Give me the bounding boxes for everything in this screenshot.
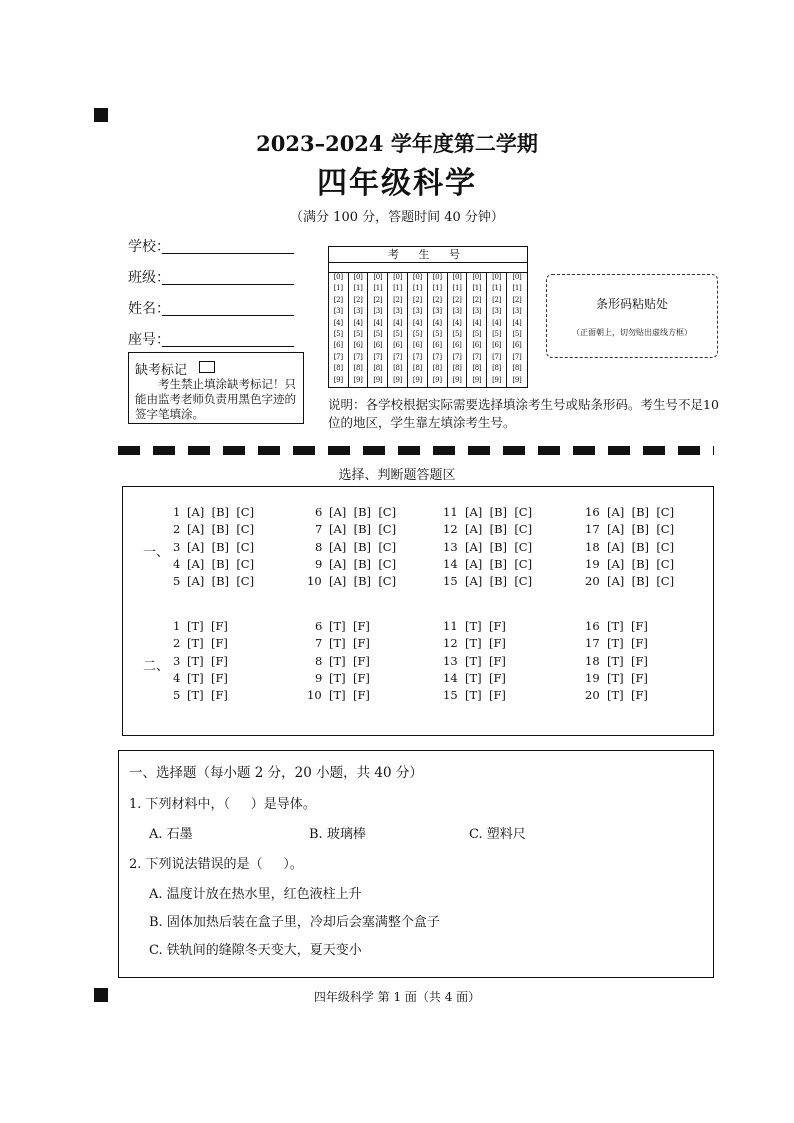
student-id-bubble[interactable]: [8] [432,364,442,373]
student-id-column [487,272,507,388]
section-title: 一、选择题（每小题 2 分，20 小题，共 40 分） [129,765,423,781]
tf-question-number: 7 [315,636,323,651]
student-id-grid [328,246,528,388]
student-id-bubble[interactable]: [9] [512,375,522,384]
student-id-column [408,272,428,388]
class-field[interactable] [128,267,170,287]
tf-answer-bubbles[interactable]: [T] [F] [607,670,648,685]
student-id-column [428,272,448,388]
student-id-bubble[interactable]: [3] [452,307,462,316]
year-term-title: 2023–2024 学年度第二学期 [256,131,538,156]
tf-answer-bubbles[interactable]: [T] [F] [187,653,228,668]
student-id-bubble[interactable]: [8] [492,364,502,373]
tf-answer-bubbles[interactable]: [T] [F] [187,670,228,685]
student-id-bubble[interactable]: [6] [353,341,363,350]
tf-question-number: 3 [173,653,181,668]
student-id-bubble[interactable]: [9] [393,375,403,384]
student-id-bubble[interactable]: [1] [492,284,502,293]
tf-question-number: 1 [173,619,181,633]
student-id-bubble[interactable]: [0] [393,273,403,281]
choice-question-number: 15 [443,574,458,589]
student-id-column [349,272,369,388]
choice-answer-bubbles[interactable]: [A] [B] [C] [329,574,397,589]
section-two-label: 二、 [143,659,170,674]
tf-question-number: 11 [443,619,458,633]
q2-option-c: C. 铁轨间的缝隙冬天变大，夏天变小 [149,943,362,958]
student-id-bubble[interactable]: [7] [452,352,462,361]
q1-stem: 1. 下列材料中，（ ）是导体。 [129,797,316,812]
student-id-bubble[interactable]: [2] [432,295,442,304]
subject-title: 四年级科学 [317,166,477,201]
student-id-bubble[interactable]: [0] [432,273,442,281]
tf-question-number: 17 [585,636,600,651]
choice-answer-bubbles[interactable]: [A] [B] [C] [465,522,533,537]
answer-zone-box [122,486,714,736]
student-id-bubble[interactable]: [7] [492,352,502,361]
student-id-bubble[interactable]: [9] [373,375,383,384]
barcode-note: （正面朝上，切勿贴出虚线方框） [572,328,692,337]
student-id-bubble[interactable]: [0] [412,273,422,281]
student-id-bubble[interactable]: [9] [452,375,462,384]
student-id-bubble[interactable]: [7] [353,352,363,361]
choice-question-number: 12 [443,522,458,537]
student-id-bubble[interactable]: [2] [512,295,522,304]
q2-option-a: A. 温度计放在热水里，红色液柱上升 [149,887,362,902]
student-id-bubble[interactable]: [3] [393,307,403,316]
tf-answer-bubbles[interactable]: [T] [F] [329,619,370,633]
student-id-bubble[interactable]: [5] [512,330,522,339]
student-id-bubble[interactable]: [5] [432,330,442,339]
student-id-bubble[interactable]: [4] [353,318,363,327]
student-id-bubble[interactable]: [4] [492,318,502,327]
student-id-bubble[interactable]: [1] [432,284,442,293]
q1-option-c: C. 塑料尺 [469,827,526,842]
tf-answer-bubbles[interactable]: [T] [F] [187,636,228,651]
tf-question-number: 5 [173,688,181,703]
student-id-bubble[interactable]: [4] [512,318,522,327]
corner-mark-top [94,108,108,122]
choice-question-number: 2 [173,522,181,537]
student-id-bubble[interactable]: [2] [472,295,482,304]
absent-note: 考生禁止填涂缺考标记！只能由监考老师负责用黑色字迹的签字笔填涂。 [135,377,296,421]
choice-question-number: 16 [585,505,600,519]
student-id-column [507,272,527,388]
student-id-column [388,272,408,388]
tf-answer-bubbles[interactable]: [T] [F] [607,653,648,668]
explanation-text: 说明：各学校根据实际需要选择填涂考生号或贴条形码。考生号不足10位的地区，学生靠左填涂考生号。 [328,397,719,430]
student-id-bubble[interactable]: [3] [472,307,482,316]
student-id-bubble[interactable]: [6] [492,341,502,350]
choice-question-number: 6 [315,505,323,519]
choice-answer-bubbles[interactable]: [A] [B] [C] [187,556,255,571]
student-id-bubble[interactable]: [3] [333,307,343,316]
tf-question-number: 10 [307,688,322,703]
name-label: 姓名： [128,301,170,317]
student-id-bubble[interactable]: [5] [373,330,383,339]
student-id-bubble[interactable]: [0] [492,273,502,281]
student-id-title: 考 生 号 [329,247,527,263]
student-id-bubble[interactable]: [5] [452,330,462,339]
choice-answer-bubbles[interactable]: [A] [B] [C] [329,539,397,554]
tf-question-number: 15 [443,688,458,703]
student-id-bubble[interactable]: [8] [412,364,422,373]
choice-answer-bubbles[interactable]: [A] [B] [C] [465,505,533,519]
tf-question-number: 20 [585,688,600,703]
student-id-bubble[interactable]: [9] [492,375,502,384]
school-field[interactable] [128,236,170,256]
student-id-bubble[interactable]: [7] [373,352,383,361]
student-id-bubble[interactable]: [8] [472,364,482,373]
student-id-bubble[interactable]: [4] [472,318,482,327]
student-id-bubble[interactable]: [9] [333,375,343,384]
choice-answer-bubbles[interactable]: [A] [B] [C] [187,522,255,537]
dashed-separator [118,446,714,455]
student-id-bubble[interactable]: [2] [492,295,502,304]
choice-question-number: 7 [315,522,323,537]
student-id-bubble[interactable]: [0] [512,273,522,281]
choice-answer-bubbles[interactable]: [A] [B] [C] [187,539,255,554]
tf-question-number: 14 [443,670,458,685]
student-id-bubble[interactable]: [3] [373,307,383,316]
tf-question-number: 9 [315,670,323,685]
questions-box [118,750,714,978]
choice-question-number: 5 [173,574,181,589]
tf-answer-bubbles[interactable]: [T] [F] [607,688,648,703]
student-id-bubble[interactable]: [4] [373,318,383,327]
tf-question-number: 8 [315,653,323,668]
student-id-bubble[interactable]: [1] [333,284,343,293]
tf-question-number: 12 [443,636,458,651]
student-id-bubble[interactable]: [1] [472,284,482,293]
tf-answer-bubbles[interactable]: [T] [F] [465,636,506,651]
choice-answer-bubbles[interactable]: [A] [B] [C] [329,556,397,571]
student-id-bubble[interactable]: [1] [412,284,422,293]
student-id-bubble[interactable]: [7] [333,352,343,361]
absent-title: 缺考标记 [135,363,188,378]
choice-question-number: 8 [315,539,323,554]
choice-answer-bubbles[interactable]: [A] [B] [C] [465,574,533,589]
seat-field[interactable] [128,329,170,349]
student-id-column [329,272,349,388]
tf-question-number: 19 [585,670,600,685]
student-id-column [448,272,468,388]
tf-answer-bubbles[interactable]: [T] [F] [465,688,506,703]
barcode-label: 条形码粘贴处 [595,297,668,311]
student-id-bubble[interactable]: [4] [333,318,343,327]
choice-question-number: 17 [585,522,600,537]
student-id-bubble[interactable]: [1] [512,284,522,293]
barcode-area [546,274,718,358]
tf-question-number: 6 [315,619,323,633]
q2-option-b: B. 固体加热后装在盒子里，冷却后会塞满整个盒子 [149,915,440,930]
student-id-bubble[interactable]: [6] [373,341,383,350]
student-id-bubble[interactable]: [1] [452,284,462,293]
choice-question-number: 11 [443,505,458,519]
choice-question-number: 14 [443,556,458,571]
exam-info: （满分 100 分，答题时间 40 分钟） [290,210,504,225]
section-one-label: 一、 [143,545,170,560]
choice-question-number: 13 [443,539,458,554]
student-id-bubble[interactable]: [0] [353,273,363,281]
student-id-bubble[interactable]: [2] [452,295,462,304]
student-id-bubble[interactable]: [5] [393,330,403,339]
q1-option-a: A. 石墨 [149,827,193,842]
choice-answer-bubbles[interactable]: [A] [B] [C] [607,539,675,554]
absent-checkbox[interactable] [199,361,215,373]
choice-answer-bubbles[interactable]: [A] [B] [C] [187,574,255,589]
student-id-bubble[interactable]: [6] [452,341,462,350]
tf-answer-bubbles[interactable]: [T] [F] [607,619,648,633]
choice-answer-bubbles[interactable]: [A] [B] [C] [329,522,397,537]
choice-answer-bubbles[interactable]: [A] [B] [C] [607,556,675,571]
tf-answer-bubbles[interactable]: [T] [F] [607,636,648,651]
student-id-bubble[interactable]: [3] [512,307,522,316]
tf-question-number: 4 [173,670,181,685]
student-id-bubble[interactable]: [8] [512,364,522,373]
student-id-bubble[interactable]: [3] [353,307,363,316]
student-id-bubble[interactable]: [1] [373,284,383,293]
choice-answer-bubbles[interactable]: [A] [B] [C] [465,556,533,571]
student-id-bubble[interactable]: [6] [412,341,422,350]
page-footer: 四年级科学 第 1 面（共 4 面） [313,990,481,1004]
student-id-bubble[interactable]: [7] [512,352,522,361]
student-id-bubble[interactable]: [6] [333,341,343,350]
q2-stem: 2. 下列说法错误的是（ ）。 [129,857,303,872]
tf-question-number: 2 [173,636,181,651]
student-id-bubble[interactable]: [6] [512,341,522,350]
choice-answer-bubbles[interactable]: [A] [B] [C] [465,539,533,554]
choice-answer-bubbles[interactable]: [A] [B] [C] [607,574,675,589]
student-id-bubble[interactable]: [8] [393,364,403,373]
student-id-bubble[interactable]: [4] [452,318,462,327]
student-id-bubble[interactable]: [1] [353,284,363,293]
answer-zone-title: 选择、判断题答题区 [338,468,456,483]
student-id-bubble[interactable]: [2] [412,295,422,304]
choice-question-number: 4 [173,556,181,571]
student-id-bubble[interactable]: [0] [373,273,383,281]
student-id-bubble[interactable]: [5] [492,330,502,339]
student-id-bubble[interactable]: [8] [452,364,462,373]
choice-answer-bubbles[interactable]: [A] [B] [C] [187,505,255,519]
student-id-bubble[interactable]: [5] [353,330,363,339]
tf-question-number: 13 [443,653,458,668]
choice-answer-bubbles[interactable]: [A] [B] [C] [607,505,675,519]
choice-question-number: 1 [173,505,181,519]
student-id-bubble[interactable]: [3] [492,307,502,316]
student-id-column [468,272,488,388]
student-id-bubble[interactable]: [4] [393,318,403,327]
choice-question-number: 19 [585,556,600,571]
student-id-bubble[interactable]: [9] [353,375,363,384]
student-id-bubble[interactable]: [6] [432,341,442,350]
tf-answer-bubbles[interactable]: [T] [F] [465,670,506,685]
student-id-bubble[interactable]: [9] [472,375,482,384]
class-label: 班级： [128,270,170,286]
student-id-bubble[interactable]: [7] [412,352,422,361]
student-id-bubble[interactable]: [8] [353,364,363,373]
q1-option-b: B. 玻璃棒 [309,827,366,842]
student-id-bubble[interactable]: [9] [432,375,442,384]
tf-answer-bubbles[interactable]: [T] [F] [465,653,506,668]
student-id-bubble[interactable]: [5] [412,330,422,339]
student-id-bubble[interactable]: [3] [412,307,422,316]
student-id-bubble[interactable]: [3] [432,307,442,316]
name-field[interactable] [128,298,170,318]
tf-answer-bubbles[interactable]: [T] [F] [187,619,228,633]
choice-question-number: 10 [307,574,322,589]
student-id-bubble[interactable]: [4] [412,318,422,327]
student-id-bubble[interactable]: [2] [393,295,403,304]
tf-question-number: 16 [585,619,600,633]
school-label: 学校： [128,239,170,255]
seat-label: 座号： [128,332,170,348]
student-id-column [369,272,389,388]
student-id-bubble[interactable]: [7] [432,352,442,361]
student-id-bubble[interactable]: [6] [393,341,403,350]
tf-answer-bubbles[interactable]: [T] [F] [329,653,370,668]
student-id-bubble[interactable]: [7] [393,352,403,361]
tf-answer-bubbles[interactable]: [T] [F] [465,619,506,633]
absent-mark-box [128,352,304,424]
student-id-bubble[interactable]: [2] [333,295,343,304]
student-id-bubble[interactable]: [2] [353,295,363,304]
choice-question-number: 9 [315,556,323,571]
student-id-bubble[interactable]: [1] [393,284,403,293]
student-id-bubble[interactable]: [8] [333,364,343,373]
student-id-bubble[interactable]: [0] [333,273,343,281]
student-id-bubble[interactable]: [0] [472,273,482,281]
student-id-bubble[interactable]: [2] [373,295,383,304]
tf-answer-bubbles[interactable]: [T] [F] [329,688,370,703]
tf-question-number: 18 [585,653,600,668]
student-id-bubble[interactable]: [0] [452,273,462,281]
tf-answer-bubbles[interactable]: [T] [F] [187,688,228,703]
choice-question-number: 20 [585,574,600,589]
choice-question-number: 3 [173,539,181,554]
choice-answer-bubbles[interactable]: [A] [B] [C] [607,522,675,537]
tf-answer-bubbles[interactable]: [T] [F] [329,636,370,651]
student-id-bubble[interactable]: [5] [472,330,482,339]
choice-question-number: 18 [585,539,600,554]
student-id-bubble[interactable]: [8] [373,364,383,373]
student-id-bubble[interactable]: [5] [333,330,343,339]
tf-answer-bubbles[interactable]: [T] [F] [329,670,370,685]
student-id-bubble[interactable]: [6] [472,341,482,350]
student-id-bubble[interactable]: [9] [412,375,422,384]
choice-answer-bubbles[interactable]: [A] [B] [C] [329,505,397,519]
student-id-bubble[interactable]: [7] [472,352,482,361]
student-id-bubble[interactable]: [4] [432,318,442,327]
